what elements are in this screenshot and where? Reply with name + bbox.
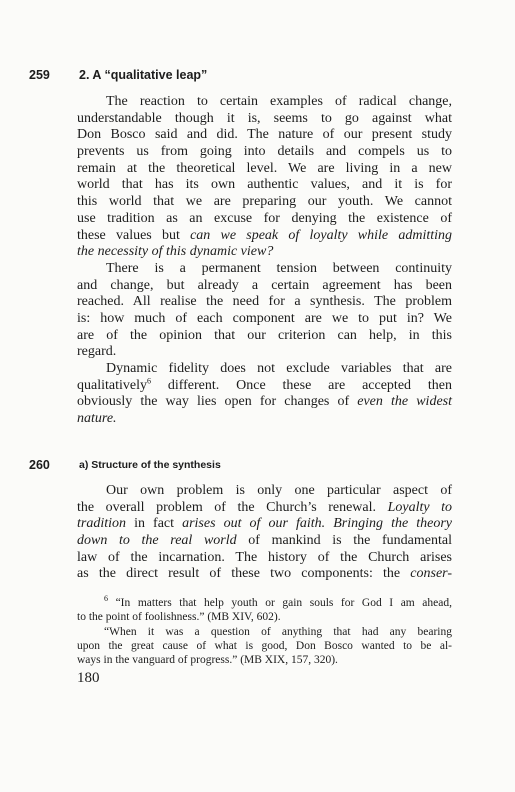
body-line: are of the opinion that our criterion can help, in this (77, 327, 452, 343)
body-line: this world that we are preparing our youth. We cannot (77, 194, 452, 210)
body-line: remain at the theoretical level. We are living in a new (77, 160, 452, 176)
body-line: regard. (77, 344, 117, 360)
italic-text: the necessity of this dynamic view? (77, 244, 274, 260)
italic-text: Loyalty to (387, 499, 453, 515)
body-text: different. Once these are accepted then (150, 377, 452, 393)
section-259-body (77, 94, 452, 428)
footnotes (77, 596, 452, 667)
body-line (77, 566, 452, 583)
footnote-line: “When it was a question of anything that had any bearing (104, 625, 452, 638)
section-heading-259: 2. A “qualitative leap” (79, 68, 208, 82)
footnote-line: ways in the vanguard of progress.” (MB XIX, 157, 320). (77, 654, 338, 667)
footnote-reference: 6 (146, 376, 151, 386)
body-line (77, 378, 452, 395)
body-line (77, 228, 452, 245)
body-text: as the direct result of these two components: the (77, 566, 411, 582)
body-text: of mankind is the fundamental (236, 533, 452, 549)
italic-text: down to the real world (77, 533, 237, 549)
footnote-line: to the point of foolishness.” (MB XIV, 602). (77, 611, 281, 624)
section-number-259: 259 (29, 68, 50, 82)
footnote-text: “In matters that help youth or gain souls for God I am ahead, (108, 597, 452, 609)
body-line: world that has its own authentic values, and it is for (77, 177, 452, 193)
italic-text: arises out of our faith. Bringing the theory (182, 516, 452, 532)
body-line: understandable though it is, seems to go against what (77, 110, 452, 126)
body-line: prevents us from going into details and compels us to (77, 144, 452, 160)
section-260-body (77, 483, 452, 583)
body-line (77, 516, 452, 533)
body-line: Dynamic fidelity does not exclude variables that are (106, 361, 452, 376)
body-line: There is a permanent tension between continuity (106, 260, 452, 276)
italic-text: nature. (77, 411, 117, 427)
body-line (77, 244, 452, 261)
italic-text: even the widest (357, 394, 452, 410)
body-line: reached. All realise the need for a synthesis. The problem (77, 294, 452, 310)
body-line (77, 500, 452, 517)
footnote-marker: 6 (104, 594, 108, 604)
body-line (77, 394, 452, 411)
body-line: The reaction to certain examples of radical change, (106, 94, 452, 109)
footnote-line (77, 596, 452, 610)
body-text: qualitatively (77, 377, 147, 393)
body-line: is: how much of each component are we to put in? We (77, 310, 452, 326)
body-line: law of the incarnation. The history of the Church arises (77, 549, 452, 565)
page-number: 180 (77, 670, 100, 686)
italic-text: conser- (410, 566, 452, 582)
body-line (77, 533, 452, 550)
body-text: these values but (77, 227, 191, 243)
section-heading-260: a) Structure of the synthesis (79, 459, 221, 471)
body-line: use tradition as an excuse for denying the existence of (77, 210, 452, 226)
italic-text: tradition (77, 516, 127, 532)
body-text: the overall problem of the Church’s renewal. (77, 499, 388, 515)
body-line (77, 411, 452, 428)
body-line: and change, but already a certain agreement has been (77, 277, 452, 293)
italic-text: can we speak of loyalty while admitting (190, 227, 452, 243)
section-number-260: 260 (29, 458, 50, 472)
body-line: Don Bosco said and did. The nature of our present study (77, 127, 452, 143)
body-text: in fact (126, 516, 183, 532)
body-line: Our own problem is only one particular aspect of (106, 483, 452, 498)
body-text: obviously the way lies open for changes of (77, 394, 358, 410)
footnote-line: upon the great cause of what is good, Don Bosco wanted to be al- (77, 639, 452, 652)
